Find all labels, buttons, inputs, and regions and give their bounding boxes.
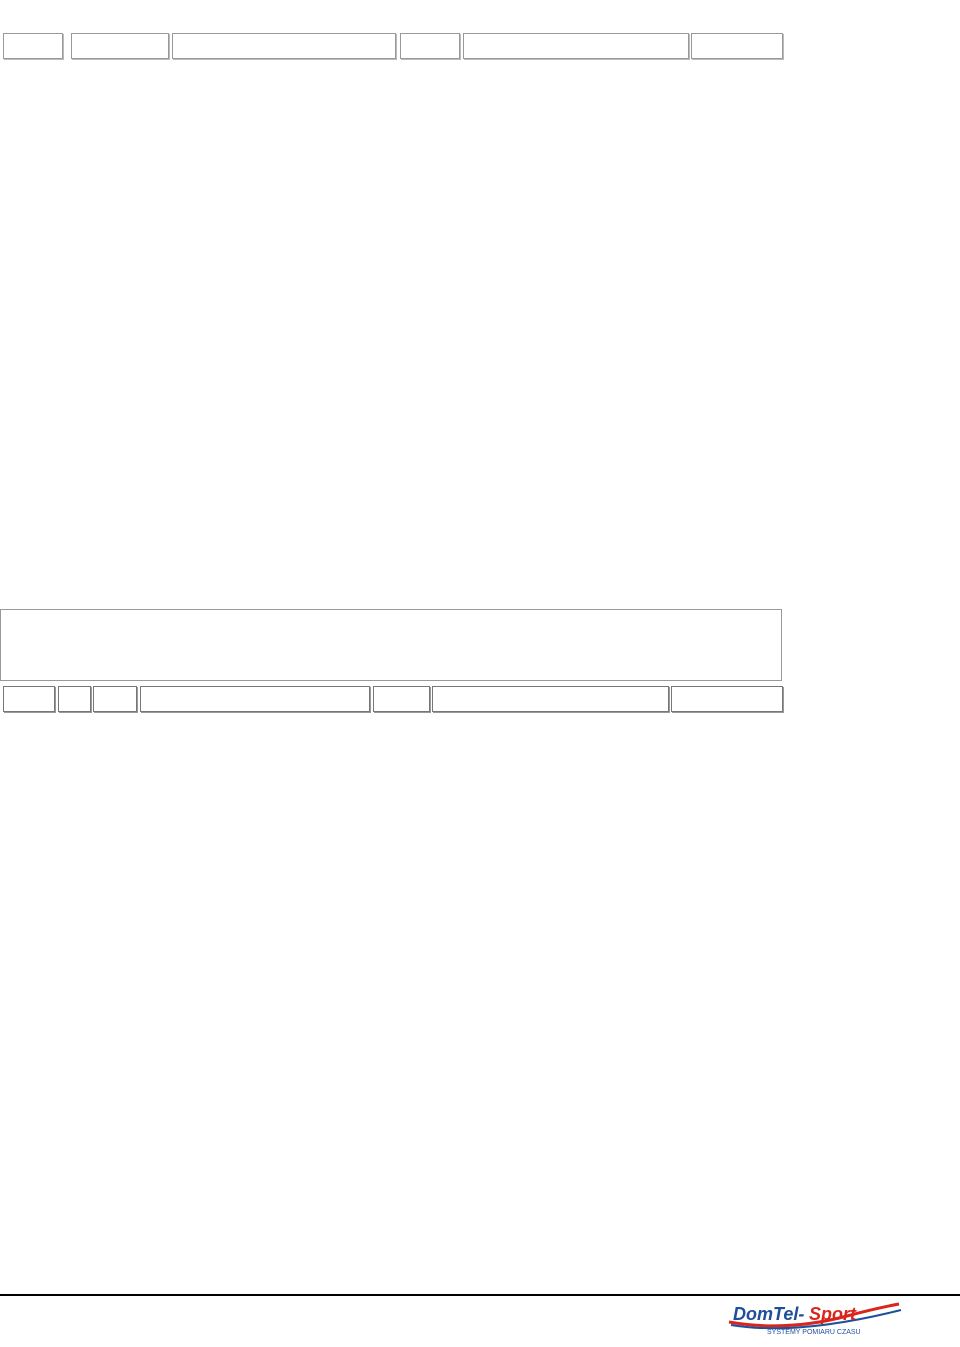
domtel-logo (727, 1302, 903, 1336)
col-klub (432, 686, 669, 712)
col-numer (93, 686, 137, 712)
col-bieg (71, 33, 169, 59)
col-miejsce (3, 33, 63, 59)
col-imie (140, 686, 370, 712)
results-header-event (3, 686, 783, 714)
col-data (400, 33, 460, 59)
col-imie (172, 33, 396, 59)
col-tlp (58, 686, 91, 712)
col-miejsce (3, 686, 55, 712)
col-wynik (671, 686, 783, 712)
domtel-logo-image (727, 1302, 903, 1336)
col-wynik (691, 33, 783, 59)
col-data (373, 686, 430, 712)
records-box (0, 609, 782, 681)
col-klub (463, 33, 689, 59)
svg-text:SYSTEMY POMIARU CZASU: SYSTEMY POMIARU CZASU (767, 1329, 861, 1336)
footer-divider (0, 1294, 960, 1296)
svg-text:DomTel-: DomTel- (733, 1304, 805, 1324)
svg-text:Sport: Sport (809, 1304, 856, 1324)
